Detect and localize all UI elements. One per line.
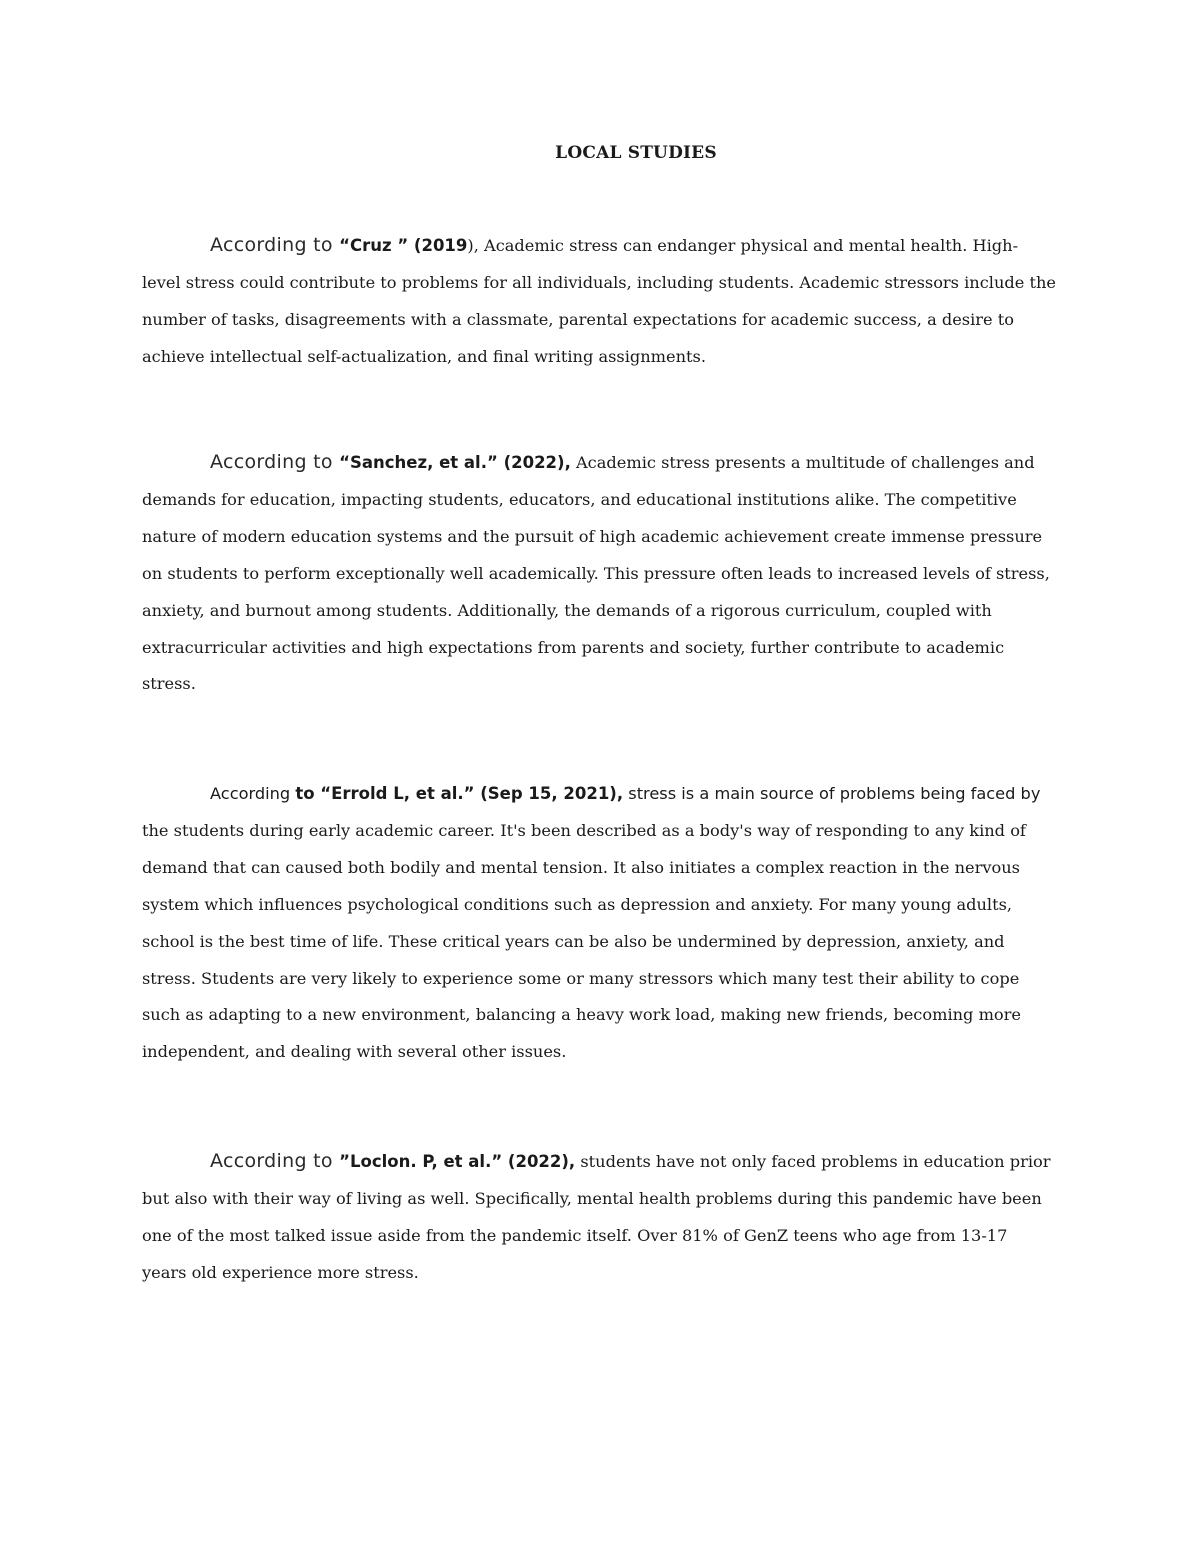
paragraph-body: the students during early academic career. It's been described as a body's way of responding to any kind of demand that can caused both bodily and mental tension. It also initiates a complex reaction in the nervous system which influences psychological conditions such as depression and anxiety. For many young adults, school is the best time of life. These critical years can be also be undermined by depression, anxiety, and stress. Students are very likely to experience some or many stressors which many test their ability to cope such as adapting to a new environment, balancing a heavy work load, making new friends, becoming more independent, and dealing with several other issues. xyxy=(142,820,1026,1062)
paragraph-body-sans: stress is a main source of problems being faced by xyxy=(623,784,1041,803)
paragraph-lead: According to xyxy=(210,234,340,256)
citation: “Sanchez, et al.” (2022), xyxy=(339,453,571,472)
citation: “Cruz ” (2019 xyxy=(339,236,468,255)
citation: to “Errold L, et al.” (Sep 15, 2021), xyxy=(295,784,624,803)
paragraph-errold xyxy=(142,776,1056,1071)
paragraph-lead: According xyxy=(210,784,296,803)
paragraph-body: students have not only faced problems in education prior but also with their way of living as well. Specifically, mental health problems during this pandemic have been one of the most talked issue aside from the pandemic itself. Over 81% of GenZ teens who age from 13-17 years old experience more stress. xyxy=(142,1152,1051,1282)
paragraph-loclon xyxy=(142,1143,1056,1292)
paragraph-body: Academic stress can endanger physical and mental health. High-level stress could contribute to problems for all individuals, including students. Academic stressors include the number of tasks, disagreements with a classmate, parental expectations for academic success, a desire to achieve intellectual self-actualization, and final writing assignments. xyxy=(142,236,1056,366)
citation: ”Loclon. P, et al.” (2022), xyxy=(339,1152,576,1171)
paragraph-lead: According to xyxy=(210,451,340,473)
paragraph-body: Academic stress presents a multitude of challenges and demands for education, impacting students, educators, and educational institutions alike. The competitive nature of modern education systems and the pursuit of high academic achievement create immense pressure on students to perform exceptionally well academically. This pressure often leads to increased levels of stress, anxiety, and burnout among students. Additionally, the demands of a rigorous curriculum, coupled with extracurricular activities and high expectations from parents and society, further contribute to academic stress. xyxy=(142,453,1050,694)
paragraph-cruz xyxy=(142,227,1056,376)
paragraph-lead: According to xyxy=(210,1150,340,1172)
paragraph-sanchez xyxy=(142,444,1056,703)
citation-tail: ), xyxy=(467,236,479,255)
page-title: LOCAL STUDIES xyxy=(555,143,717,163)
